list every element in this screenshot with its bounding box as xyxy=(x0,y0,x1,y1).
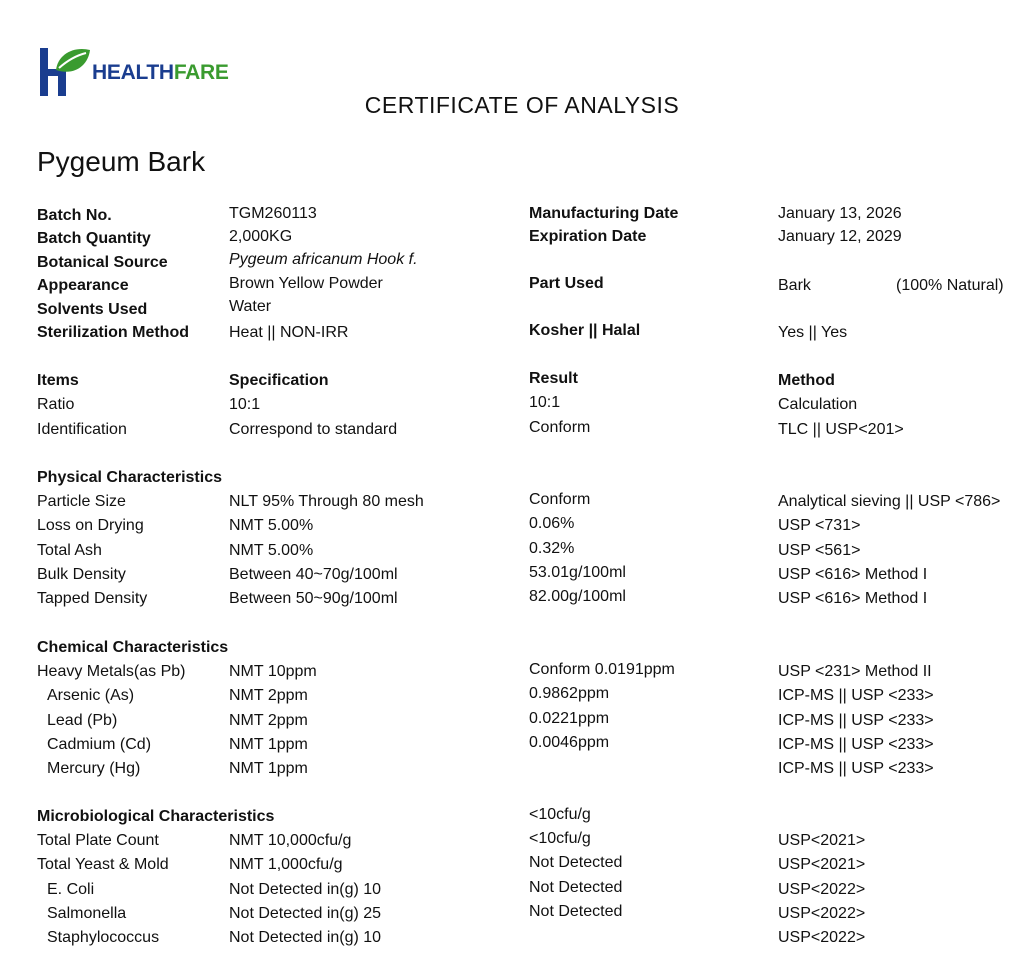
row-result: 0.0046ppm xyxy=(529,733,610,751)
part-used-extra: (100% Natural) xyxy=(896,277,1004,294)
header-method: Method xyxy=(778,372,835,389)
table-row xyxy=(0,540,1024,562)
row-specification: NMT 2ppm xyxy=(229,711,308,729)
row-method: TLC || USP<201> xyxy=(778,420,904,438)
appearance-value: Brown Yellow Powder xyxy=(229,275,383,292)
micro-section-title: Microbiological Characteristics xyxy=(37,808,275,825)
kosher-label: Kosher || Halal xyxy=(529,322,641,339)
solvents-value: Water xyxy=(229,298,272,315)
row-result: 82.00g/100ml xyxy=(529,588,626,606)
table-row xyxy=(0,394,1024,416)
row-result: Not Detected xyxy=(529,878,623,896)
appearance-label: Appearance xyxy=(37,277,129,294)
info-row-solvents xyxy=(0,299,1024,321)
table-row xyxy=(0,588,1024,610)
row-item: Bulk Density xyxy=(37,565,126,583)
part-used-label: Part Used xyxy=(529,275,604,292)
info-row-botanical xyxy=(0,252,1024,274)
document-title: CERTIFICATE OF ANALYSIS xyxy=(364,92,680,118)
product-name: Pygeum Bark xyxy=(37,146,206,177)
row-result: Not Detected xyxy=(529,902,623,920)
row-method: USP<2022> xyxy=(778,929,866,947)
batch-no-value: TGM260113 xyxy=(229,205,317,222)
table-row xyxy=(0,564,1024,586)
row-specification: Correspond to standard xyxy=(229,420,398,438)
row-specification: NMT 5.00% xyxy=(229,541,314,559)
row-method: USP <561> xyxy=(778,541,861,559)
row-method: ICP-MS || USP <233> xyxy=(778,760,934,778)
batch-no-label: Batch No. xyxy=(37,207,112,224)
table-row xyxy=(0,419,1024,441)
chemical-section-title-row xyxy=(0,637,1024,659)
table-row xyxy=(0,661,1024,683)
row-specification: Not Detected in(g) 10 xyxy=(229,929,382,947)
row-specification: NMT 2ppm xyxy=(229,687,308,705)
info-row-batch-no xyxy=(0,205,1024,227)
chemical-section-title: Chemical Characteristics xyxy=(37,639,229,656)
table-row xyxy=(0,927,1024,949)
row-result: 0.32% xyxy=(529,539,575,557)
row-method: USP<2021> xyxy=(778,832,866,849)
row-item: Total Ash xyxy=(37,541,102,559)
botanical-value: Pygeum africanum Hook f. xyxy=(229,251,418,268)
row-method: ICP-MS || USP <233> xyxy=(778,687,934,705)
header-items: Items xyxy=(37,372,79,389)
row-method: ICP-MS || USP <233> xyxy=(778,711,934,729)
row-item: Identification xyxy=(37,420,127,438)
row-item: Arsenic (As) xyxy=(47,687,135,705)
row-item: E. Coli xyxy=(47,880,95,898)
batch-qty-value: 2,000KG xyxy=(229,228,293,245)
part-used-value: Bark xyxy=(778,277,811,294)
row-specification: NMT 1ppm xyxy=(229,735,308,753)
exp-date-label: Expiration Date xyxy=(529,228,647,245)
table-row xyxy=(0,903,1024,925)
row-item: Ratio xyxy=(37,396,75,413)
row-method: Analytical sieving || USP <786> xyxy=(778,493,1001,510)
row-specification: 10:1 xyxy=(229,396,261,413)
info-row-sterilization xyxy=(0,322,1024,344)
row-specification: NMT 1,000cfu/g xyxy=(229,856,343,874)
row-method: Calculation xyxy=(778,396,858,413)
row-result: 0.9862ppm xyxy=(529,685,610,703)
micro-section-title-row xyxy=(0,806,1024,828)
physical-section-title-row xyxy=(0,467,1024,489)
row-item: Total Yeast & Mold xyxy=(37,856,169,874)
table-header-row xyxy=(0,370,1024,392)
mfg-date-value: January 13, 2026 xyxy=(778,205,902,222)
physical-section-title: Physical Characteristics xyxy=(37,469,222,486)
table-row xyxy=(0,685,1024,707)
row-specification: NLT 95% Through 80 mesh xyxy=(229,493,424,510)
row-method: USP <616> Method I xyxy=(778,565,928,583)
batch-qty-label: Batch Quantity xyxy=(37,230,151,247)
info-row-batch-qty xyxy=(0,228,1024,250)
sterilization-value: Heat || NON-IRR xyxy=(229,324,349,341)
row-item: Salmonella xyxy=(47,904,127,922)
micro-section-title-result: <10cfu/g xyxy=(529,806,591,823)
table-row xyxy=(0,879,1024,901)
row-item: Tapped Density xyxy=(37,590,148,608)
table-row xyxy=(0,830,1024,852)
row-item: Lead (Pb) xyxy=(47,711,118,729)
solvents-label: Solvents Used xyxy=(37,301,148,318)
row-item: Total Plate Count xyxy=(37,832,159,849)
row-specification: NMT 1ppm xyxy=(229,760,308,778)
exp-date-value: January 12, 2029 xyxy=(778,228,902,245)
row-result: 53.01g/100ml xyxy=(529,563,626,581)
row-item: Mercury (Hg) xyxy=(47,760,141,778)
row-item: Cadmium (Cd) xyxy=(47,735,152,753)
row-result: Conform xyxy=(529,418,591,436)
row-specification: NMT 10,000cfu/g xyxy=(229,832,352,849)
row-method: USP <231> Method II xyxy=(778,663,932,680)
table-row xyxy=(0,734,1024,756)
row-result: 0.06% xyxy=(529,515,575,533)
row-specification: Between 40~70g/100ml xyxy=(229,565,398,583)
logo-brand-text: HEALTHFARE xyxy=(92,61,229,84)
table-row xyxy=(0,758,1024,780)
row-item: Particle Size xyxy=(37,493,126,510)
table-row xyxy=(0,710,1024,732)
row-result: Conform 0.0191ppm xyxy=(529,661,675,678)
mfg-date-label: Manufacturing Date xyxy=(529,205,679,222)
table-row xyxy=(0,515,1024,537)
row-item: Loss on Drying xyxy=(37,517,144,535)
kosher-value: Yes || Yes xyxy=(778,324,848,341)
row-specification: Not Detected in(g) 25 xyxy=(229,904,382,922)
row-method: USP <731> xyxy=(778,517,861,535)
row-result: Not Detected xyxy=(529,854,623,872)
sterilization-label: Sterilization Method xyxy=(37,324,189,341)
row-result: 0.0221ppm xyxy=(529,709,610,727)
row-specification: Between 50~90g/100ml xyxy=(229,590,398,608)
row-result: <10cfu/g xyxy=(529,830,591,847)
row-result: 10:1 xyxy=(529,394,561,411)
table-row xyxy=(0,491,1024,513)
table-row xyxy=(0,854,1024,876)
row-specification: Not Detected in(g) 10 xyxy=(229,880,382,898)
botanical-label: Botanical Source xyxy=(37,254,168,271)
row-specification: NMT 10ppm xyxy=(229,663,317,680)
row-item: Heavy Metals(as Pb) xyxy=(37,663,186,680)
row-specification: NMT 5.00% xyxy=(229,517,314,535)
row-method: ICP-MS || USP <233> xyxy=(778,735,934,753)
info-row-appearance xyxy=(0,275,1024,297)
header-specification: Specification xyxy=(229,372,329,389)
row-method: USP <616> Method I xyxy=(778,590,928,608)
row-result: Conform xyxy=(529,491,591,508)
row-method: USP<2022> xyxy=(778,904,866,922)
row-method: USP<2021> xyxy=(778,856,866,874)
row-method: USP<2022> xyxy=(778,880,866,898)
header-result: Result xyxy=(529,370,578,387)
row-item: Staphylococcus xyxy=(47,929,160,947)
